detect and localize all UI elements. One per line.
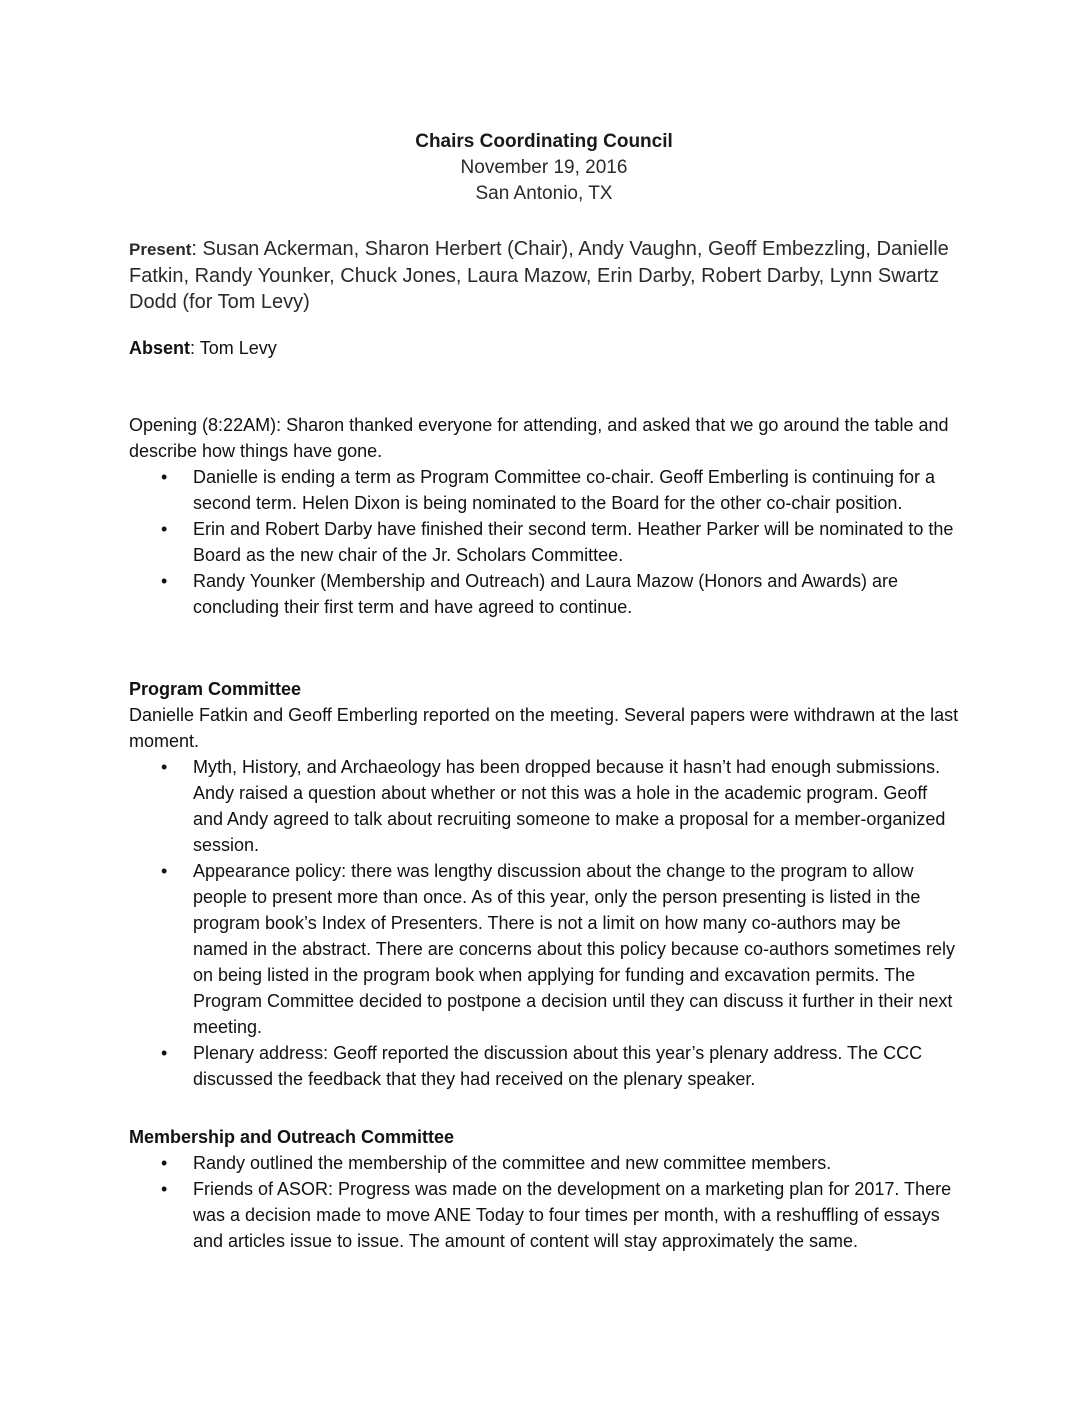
list-item: • Plenary address: Geoff reported the discussion about this year’s plenary address. The CCC discussed the feedback that they had received on the plenary speaker. <box>129 1040 959 1092</box>
present-names: : Susan Ackerman, Sharon Herbert (Chair), Andy Vaughn, Geoff Embezzling, Danielle Fatkin, Randy Younker, Chuck Jones, Laura Mazow, Erin Darby, Robert Darby, Lynn Swartz Dodd (for Tom Levy) <box>129 238 949 313</box>
list-item: • Randy outlined the membership of the committee and new committee members. <box>129 1150 959 1176</box>
document-header <box>0 128 1088 207</box>
meeting-location: San Antonio, TX <box>475 183 613 204</box>
list-item: • Danielle is ending a term as Program Committee co-chair. Geoff Emberling is continuing for a second term. Helen Dixon is being nominated to the Board for the other co-chair position. <box>129 464 959 516</box>
list-item: • Randy Younker (Membership and Outreach) and Laura Mazow (Honors and Awards) are concluding their first term and have agreed to continue. <box>129 568 959 620</box>
opening-intro: Opening (8:22AM): Sharon thanked everyone for attending, and asked that we go around the table and describe how things have gone. <box>129 415 949 461</box>
section-heading: Membership and Outreach Committee <box>129 1127 455 1147</box>
program-committee-section <box>129 676 959 1092</box>
program-committee-intro: Danielle Fatkin and Geoff Emberling reported on the meeting. Several papers were withdrawn at the last moment. <box>129 705 959 751</box>
present-label: Present <box>129 240 192 259</box>
list-item: • Friends of ASOR: Progress was made on the development on a marketing plan for 2017. There was a decision made to move ANE Today to four times per month, with a reshuffling of essays and articles issue to issue. The amount of content will stay approximately the same. <box>129 1176 959 1254</box>
list-item: • Myth, History, and Archaeology has been dropped because it hasn’t had enough submissions. Andy raised a question about whether or not this was a hole in the academic program. Geoff and Andy agreed to talk about recruiting someone to make a proposal for a member-organized session. <box>129 754 959 858</box>
meeting-date: November 19, 2016 <box>460 157 628 178</box>
program-committee-bullet-list <box>129 754 959 1092</box>
membership-committee-bullet-list <box>129 1150 959 1254</box>
section-heading: Program Committee <box>129 679 302 699</box>
opening-bullet-list <box>129 464 959 620</box>
list-item: • Appearance policy: there was lengthy discussion about the change to the program to allow people to present more than once. As of this year, only the person presenting is listed in the program book’s Index of Presenters. There is not a limit on how many co-authors may be named in the abstract. There are concerns about this policy because co-authors sometimes rely on being listed in the program book when applying for funding and excavation permits. The Program Committee decided to postpone a decision until they can discuss it further in their next meeting. <box>129 858 959 1040</box>
attendees-absent <box>129 336 277 360</box>
attendees-present <box>129 236 959 315</box>
document-title: Chairs Coordinating Council <box>415 131 673 152</box>
opening-section <box>129 412 959 620</box>
absent-label: Absent <box>129 338 191 358</box>
absent-names: : Tom Levy <box>190 338 277 358</box>
membership-committee-section <box>129 1124 959 1254</box>
list-item: • Erin and Robert Darby have finished their second term. Heather Parker will be nominated to the Board as the new chair of the Jr. Scholars Committee. <box>129 516 959 568</box>
